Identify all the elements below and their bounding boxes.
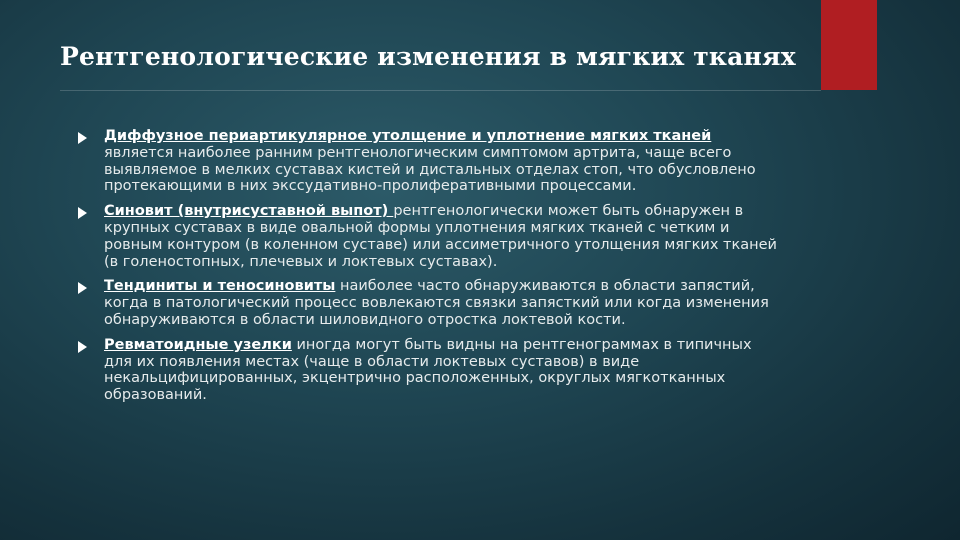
slide-title: Рентгенологические изменения в мягких тканях [60, 42, 796, 71]
bullet-arrow-icon [78, 207, 87, 219]
bullet-arrow-icon [78, 132, 87, 144]
bullet-list [78, 128, 778, 404]
bullet-term: Диффузное периартикулярное утолщение и уплотнение мягких тканей [104, 128, 712, 144]
bullet-item [78, 203, 778, 270]
bullet-arrow-icon [78, 341, 87, 353]
title-divider [60, 90, 821, 91]
bullet-item [78, 128, 778, 195]
bullet-arrow-icon [78, 282, 87, 294]
bullet-text: иногда могут быть видны на рентгенограммах в типичных для их появления местах (чаще в области локтевых суставов) в виде некальцифицированных, экцентрично расположенных, округлых мягкотканных образований. [104, 336, 752, 404]
bullet-term: Синовит (внутрисуставной выпот) [104, 203, 394, 220]
bullet-term: Тендиниты и теносиновиты [104, 278, 336, 295]
bullet-text: является наиболее ранним рентгенологическим симптомом артрита, чаще всего выявляемое в мелких суставах кистей и дистальных отделах стоп, что обусловлено протекающими в них экссудативно-пролиферативными процессами. [104, 144, 756, 195]
bullet-term: Ревматоидные узелки [104, 336, 292, 353]
bullet-text: рентгенологически может быть обнаружен в крупных суставах в виде овальной формы уплотнения мягких тканей с четким и ровным контуром (в коленном суставе) или ассиметричного утолщения мягких тканей (в голеностопных, плечевых и локтевых суставах). [104, 203, 777, 270]
bullet-item [78, 278, 778, 328]
bullet-text: наиболее часто обнаруживаются в области запястий, когда в патологический процесс вовлекаются связки запясткий или когда изменения обнаруживаются в области шиловидного отростка локтевой кости. [104, 278, 769, 328]
bullet-item [78, 337, 778, 404]
accent-bar [821, 0, 877, 90]
